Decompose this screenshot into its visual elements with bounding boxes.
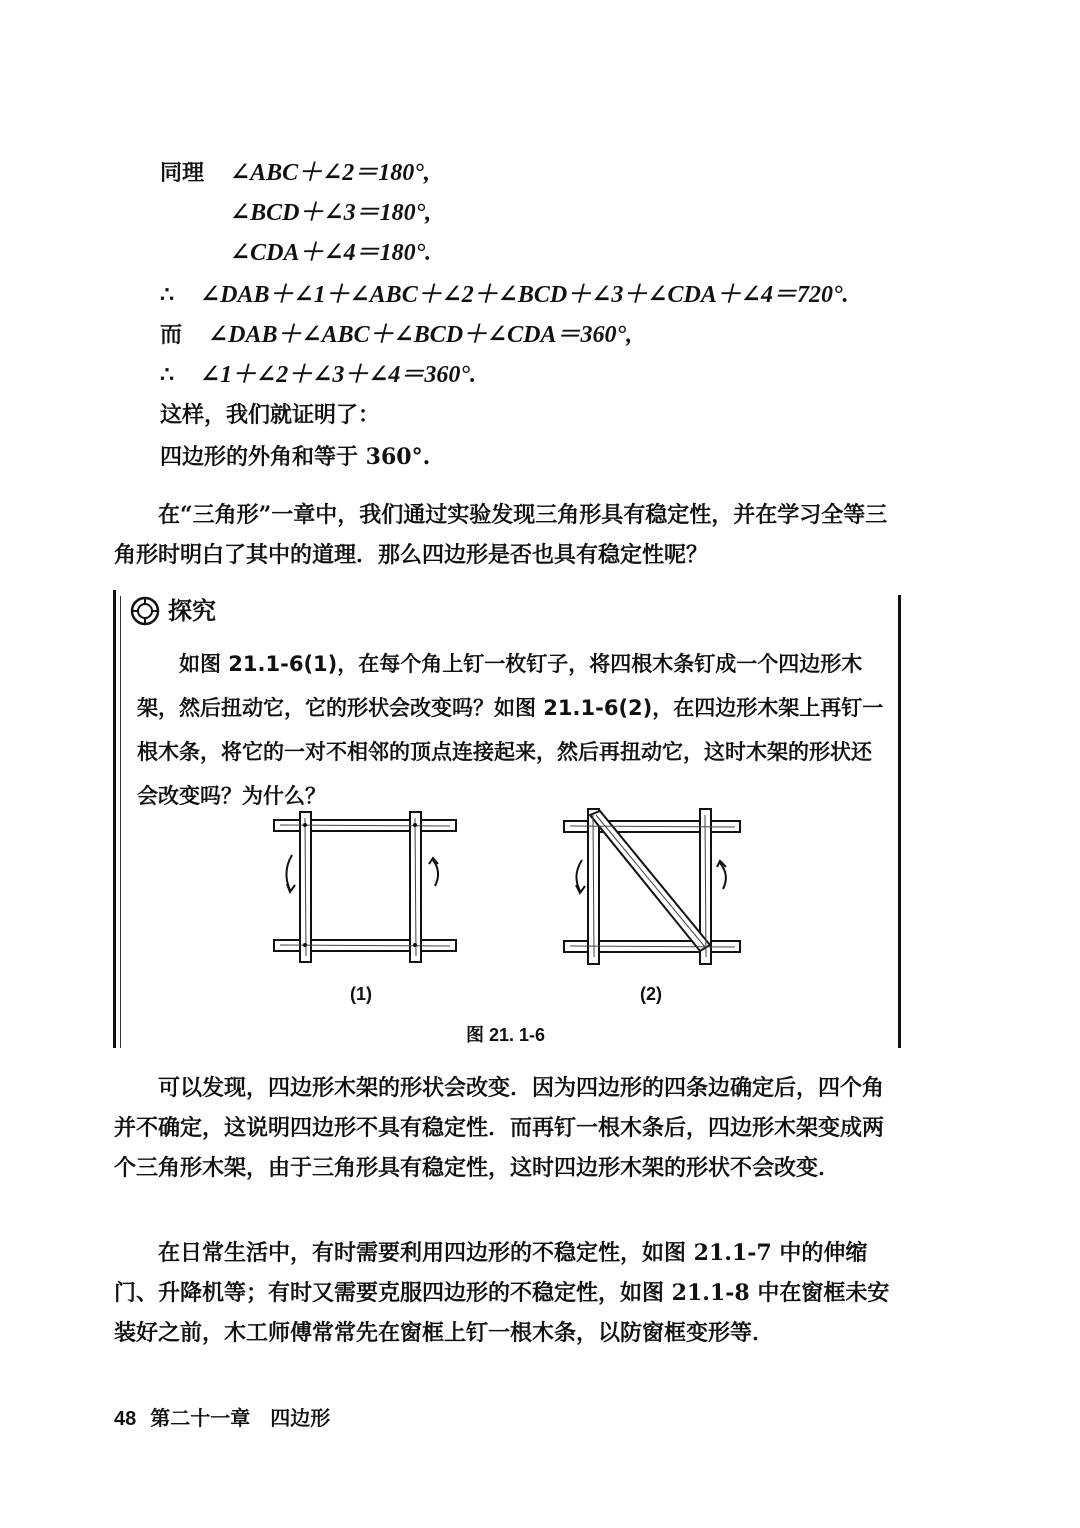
explore-box-border-left (113, 590, 116, 1048)
proof-eq-5: ∠DAB＋∠ABC＋∠BCD＋∠CDA＝360°, (208, 322, 633, 348)
proof-label-whereas: 而 (160, 322, 183, 348)
intro-paragraph: 在“三角形”一章中，我们通过实验发现三角形具有稳定性，并在学习全等三角形时明白了其中的道理．那么四边形是否也具有稳定性呢？ (114, 502, 888, 568)
proof-eq-1: ∠ABC＋∠2＝180°, (230, 160, 430, 186)
figure-label-1: (1) (350, 984, 372, 1004)
figure-frame-braced (560, 805, 745, 970)
theorem-statement: 四边形的外角和等于 360°. (160, 444, 431, 470)
therefore-symbol: ∴ (160, 282, 174, 308)
proof-label-similarly: 同理 (160, 160, 205, 186)
proof-line-7 (160, 400, 380, 430)
proof-line-2 (230, 198, 431, 228)
explore-box-border-right (898, 595, 901, 1048)
daily-life-paragraph: 在日常生活中，有时需要利用四边形的不稳定性，如图 21.1-7 中的伸缩门、升降机等；有时又需要克服四边形的不稳定性，如图 21.1-8 中在窗框未安装好之前，木工师傅常常先在窗框上钉一根木条，以防窗框变形等． (114, 1240, 890, 1346)
explore-box-border-left-inner (120, 596, 121, 1048)
chapter-title: 第二十一章 四边形 (150, 1408, 331, 1430)
proof-eq-4: ∠DAB＋∠1＋∠ABC＋∠2＋∠BCD＋∠3＋∠CDA＋∠4＝720°. (200, 282, 849, 308)
explore-title: 探究 (168, 597, 216, 625)
figure-caption: 图 21. 1-6 (466, 1025, 546, 1045)
figure-label-2: (2) (640, 984, 662, 1004)
page-footer (114, 1402, 330, 1431)
proof-eq-3: ∠CDA＋∠4＝180°. (230, 240, 432, 266)
figure-frame-square (270, 810, 460, 970)
proof-line-5 (160, 320, 632, 350)
proof-conclusion-intro: 这样，我们就证明了： (160, 402, 381, 428)
proof-line-8 (160, 442, 430, 472)
conclusion-paragraph: 可以发现，四边形木架的形状会改变．因为四边形的四条边确定后，四个角并不确定，这说明四边形不具有稳定性．而再钉一根木条后，四边形木架变成两个三角形木架，由于三角形具有稳定性，这时四边形木架的形状不会改变． (114, 1075, 885, 1181)
page-number: 48 (114, 1408, 137, 1430)
proof-line-6 (160, 360, 476, 390)
proof-line-1 (160, 158, 430, 188)
explore-icon (130, 596, 160, 626)
explore-heading (130, 594, 216, 628)
proof-line-3 (230, 238, 431, 268)
explore-text: 如图 21.1-6(1)，在每个角上钉一枚钉子，将四根木条钉成一个四边形木架，然后扭动它，它的形状会改变吗？如图 21.1-6(2)，在四边形木架上再钉一根木条，将它的一对不相邻的顶点连接起来，然后再扭动它，这时木架的形状还会改变吗？为什么？ (137, 652, 884, 808)
proof-line-4 (160, 280, 849, 310)
therefore-symbol-2: ∴ (160, 362, 174, 388)
proof-eq-6: ∠1＋∠2＋∠3＋∠4＝360°. (200, 362, 477, 388)
proof-eq-2: ∠BCD＋∠3＝180°, (230, 200, 432, 226)
